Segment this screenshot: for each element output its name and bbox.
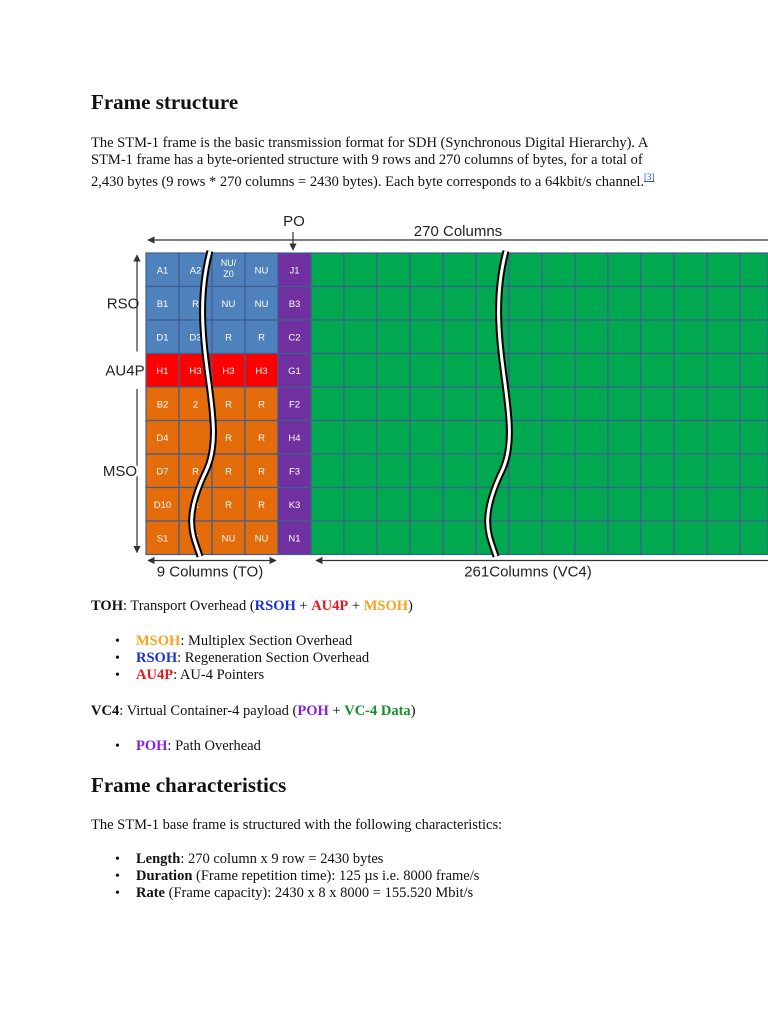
rsoh-desc: : Regeneration Section Overhead [177, 650, 370, 666]
toh-close: ) [408, 598, 413, 614]
frame-cell [641, 287, 674, 321]
list-item [91, 650, 369, 667]
list-item [91, 885, 479, 902]
frame-cell [674, 454, 707, 488]
frame-cell [542, 421, 575, 455]
label-mso: MSO [102, 462, 138, 480]
frame-cell [707, 454, 740, 488]
cell-label: NU [221, 533, 236, 545]
frame-cell [740, 454, 768, 488]
frame-cell [509, 387, 542, 421]
frame-cell [608, 387, 641, 421]
label-rso: RSO [106, 295, 140, 313]
frame-cell [377, 320, 410, 354]
frame-cell [443, 454, 476, 488]
frame-cell [410, 421, 443, 455]
cell-label: K3 [288, 499, 301, 511]
frame-cell [311, 521, 344, 555]
frame-cell [707, 521, 740, 555]
cell-label: H3 [222, 365, 235, 377]
frame-cell [674, 387, 707, 421]
frame-cell [641, 454, 674, 488]
frame-cell [575, 320, 608, 354]
frame-cell [443, 488, 476, 522]
frame-cell [542, 287, 575, 321]
cell-label: Z0 [223, 269, 234, 279]
cell-label: R [258, 432, 265, 444]
frame-cell [641, 320, 674, 354]
frame-cell [641, 253, 674, 287]
frame-cell [674, 287, 707, 321]
frame-cell [377, 387, 410, 421]
length-term: Length [136, 851, 181, 867]
cell-label: F2 [288, 399, 301, 411]
vc4-poh: POH [297, 703, 329, 719]
frame-cell [410, 387, 443, 421]
label-270-columns: 270 Columns [413, 223, 503, 240]
frame-cell [443, 320, 476, 354]
citation-link[interactable]: [3] [644, 172, 655, 182]
cell-label: R [225, 432, 232, 444]
msoh-desc: : Multiplex Section Overhead [180, 633, 353, 649]
frame-cell [311, 320, 344, 354]
cell-label: R [225, 399, 232, 411]
cell-label: B2 [156, 399, 169, 411]
cell-label: R [225, 332, 232, 344]
frame-cell [674, 320, 707, 354]
frame-cell [575, 454, 608, 488]
frame-cell [443, 387, 476, 421]
frame-cell [707, 387, 740, 421]
list-item [91, 738, 261, 755]
intro-line-1: The STM-1 frame is the basic transmission format for SDH (Synchronous Digital Hierarchy). A [91, 135, 649, 151]
cell-label: A1 [156, 265, 169, 277]
frame-cell [575, 387, 608, 421]
cell-label: R [258, 332, 265, 344]
frame-cell [344, 521, 377, 555]
toh-definition [91, 598, 413, 615]
frame-cell [410, 454, 443, 488]
cell-label: R [192, 499, 199, 511]
frame-cell [509, 421, 542, 455]
heading-frame-structure: Frame structure [91, 90, 239, 114]
frame-cell [344, 287, 377, 321]
characteristics-intro: The STM-1 base frame is structured with the following characteristics: [91, 817, 503, 833]
toh-msoh: MSOH [363, 598, 409, 614]
frame-cell [740, 421, 768, 455]
frame-cell [641, 488, 674, 522]
frame-cell [707, 354, 740, 388]
cell-label: 2 [192, 399, 199, 411]
frame-cell [344, 421, 377, 455]
rsoh-term: RSOH [136, 650, 178, 666]
frame-cell [608, 454, 641, 488]
cell-label: H1 [156, 365, 169, 377]
frame-cell [707, 488, 740, 522]
vc4-definition [91, 703, 416, 720]
frame-cell [311, 454, 344, 488]
cell-label: NU [254, 298, 269, 310]
frame-cell [410, 521, 443, 555]
rate-desc: (Frame capacity): 2430 x 8 x 8000 = 155.520 Mbit/s [165, 885, 474, 901]
vc4-plus: + [328, 703, 345, 719]
frame-cell [740, 354, 768, 388]
frame-cell [707, 320, 740, 354]
characteristics-list [91, 851, 479, 902]
toh-desc: : Transport Overhead ( [122, 598, 255, 614]
frame-cell [509, 488, 542, 522]
toh-plus-2: + [348, 598, 364, 614]
cell-label: R [225, 466, 232, 478]
toh-label: TOH [91, 598, 123, 614]
frame-cell [542, 387, 575, 421]
cell-label: NU/ [220, 258, 237, 268]
cell-label: D10 [153, 499, 172, 511]
frame-cell [740, 287, 768, 321]
frame-cell [542, 320, 575, 354]
frame-cell [641, 387, 674, 421]
frame-cell [179, 421, 212, 455]
frame-cell [542, 521, 575, 555]
frame-cell [608, 421, 641, 455]
frame-cell [476, 421, 509, 455]
frame-cell [608, 320, 641, 354]
frame-cell [410, 287, 443, 321]
frame-cell [641, 521, 674, 555]
frame-cell [377, 454, 410, 488]
toh-rsoh: RSOH [254, 598, 296, 614]
cell-label: G1 [288, 365, 301, 377]
vc4-close: ) [410, 703, 416, 719]
frame-cell [311, 421, 344, 455]
frame-cell [575, 354, 608, 388]
frame-cell [509, 320, 542, 354]
frame-cell [410, 488, 443, 522]
intro-paragraph [91, 135, 691, 191]
frame-cell [344, 387, 377, 421]
cell-label: S1 [156, 533, 169, 545]
label-9-columns: 9 Columns (TO) [156, 563, 264, 581]
frame-cell [410, 253, 443, 287]
frame-cell [344, 454, 377, 488]
cell-label: H3 [255, 365, 268, 377]
vc4-desc: : Virtual Container-4 payload ( [119, 703, 298, 719]
frame-cell [509, 354, 542, 388]
frame-cell [542, 253, 575, 287]
frame-cell [443, 521, 476, 555]
length-desc: : 270 column x 9 row = 2430 bytes [180, 851, 384, 867]
cell-label: NU [254, 533, 269, 545]
frame-cell [608, 253, 641, 287]
toh-plus-1: + [295, 598, 312, 614]
frame-cell [311, 387, 344, 421]
heading-frame-characteristics: Frame characteristics [91, 773, 287, 797]
frame-cell [344, 253, 377, 287]
frame-cell [509, 287, 542, 321]
frame-grid [146, 251, 768, 557]
cell-label: D1 [156, 332, 169, 344]
frame-cell [311, 354, 344, 388]
cell-label: R [258, 399, 265, 411]
frame-cell [608, 488, 641, 522]
frame-cell [443, 421, 476, 455]
intro-line-3: 2,430 bytes (9 rows * 270 columns = 2430 bytes). Each byte corresponds to a 64kbit/s channel. [91, 174, 645, 190]
cell-label: R [225, 499, 232, 511]
frame-cell [740, 521, 768, 555]
frame-cell [608, 521, 641, 555]
duration-term: Duration [136, 868, 193, 884]
frame-cell [509, 521, 542, 555]
frame-cell [311, 287, 344, 321]
frame-cell [674, 421, 707, 455]
frame-cell [410, 354, 443, 388]
cell-label: D7 [156, 466, 169, 478]
frame-cell [377, 354, 410, 388]
frame-cell [575, 287, 608, 321]
frame-cell [641, 421, 674, 455]
intro-line-2: STM-1 frame has a byte-oriented structure with 9 rows and 270 columns of bytes, for a total of [91, 152, 643, 168]
label-261-columns: 261Columns (VC4) [464, 563, 592, 581]
cell-label: B3 [288, 298, 301, 310]
frame-cell [740, 387, 768, 421]
frame-cell [344, 488, 377, 522]
cell-label: J1 [289, 265, 300, 277]
cell-label: D3 [189, 332, 202, 344]
frame-cell [377, 421, 410, 455]
frame-cell [608, 287, 641, 321]
frame-cell [377, 253, 410, 287]
frame-cell [740, 320, 768, 354]
frame-cell [608, 354, 641, 388]
cell-label: N1 [288, 533, 301, 545]
frame-cell [542, 488, 575, 522]
cell-label: C2 [288, 332, 301, 344]
au4p-term: AU4P [136, 667, 174, 683]
frame-cell [344, 354, 377, 388]
poh-desc: : Path Overhead [167, 738, 261, 754]
frame-cell [377, 488, 410, 522]
vc4-list [91, 738, 261, 755]
label-po: PO [283, 213, 305, 230]
frame-cell [707, 253, 740, 287]
vc4-data: VC-4 Data [344, 703, 411, 719]
poh-term: POH [136, 738, 168, 754]
cell-label: D4 [156, 432, 169, 444]
cell-label: NU [254, 265, 269, 277]
frame-cell [542, 354, 575, 388]
label-au4p: AU4P [105, 362, 145, 380]
list-item [91, 868, 479, 885]
frame-cell [311, 253, 344, 287]
frame-cell [575, 253, 608, 287]
cell-label: R [258, 466, 265, 478]
cell-label: A2 [189, 265, 202, 277]
frame-cell [476, 287, 509, 321]
duration-desc: (Frame repetition time): 125 µs i.e. 8000 frame/s [192, 868, 480, 884]
frame-cell [740, 488, 768, 522]
list-item [91, 667, 369, 684]
frame-cell [575, 521, 608, 555]
msoh-term: MSOH [136, 633, 181, 649]
frame-cell [377, 287, 410, 321]
toh-au4p: AU4P [311, 598, 349, 614]
cell-label: R [192, 466, 199, 478]
frame-cell [509, 454, 542, 488]
rate-term: Rate [136, 885, 165, 901]
frame-cell [641, 354, 674, 388]
frame-cell [542, 454, 575, 488]
frame-cell [575, 421, 608, 455]
cell-label: B1 [156, 298, 169, 310]
frame-cell [575, 488, 608, 522]
frame-cell [740, 253, 768, 287]
cell-label: R [258, 499, 265, 511]
frame-cell [674, 354, 707, 388]
toh-list [91, 633, 369, 684]
frame-cell [344, 320, 377, 354]
cell-label: H4 [288, 432, 301, 444]
cell-label: NU [221, 298, 236, 310]
cell-label: R [192, 298, 199, 310]
list-item [91, 633, 369, 650]
cell-label: F3 [288, 466, 301, 478]
cell-label: Z [192, 533, 199, 545]
frame-cell [707, 421, 740, 455]
frame-cell [707, 287, 740, 321]
frame-cell [410, 320, 443, 354]
frame-cell [674, 488, 707, 522]
frame-cell [377, 521, 410, 555]
stm1-frame-diagram [0, 205, 768, 585]
frame-cell [443, 287, 476, 321]
cell-label: H3 [189, 365, 202, 377]
frame-cell [311, 488, 344, 522]
list-item [91, 851, 479, 868]
au4p-desc: : AU-4 Pointers [173, 667, 265, 683]
frame-cell [674, 253, 707, 287]
frame-cell [509, 253, 542, 287]
frame-cell [443, 354, 476, 388]
vc4-label: VC4 [91, 703, 120, 719]
frame-cell [674, 521, 707, 555]
frame-cell [443, 253, 476, 287]
